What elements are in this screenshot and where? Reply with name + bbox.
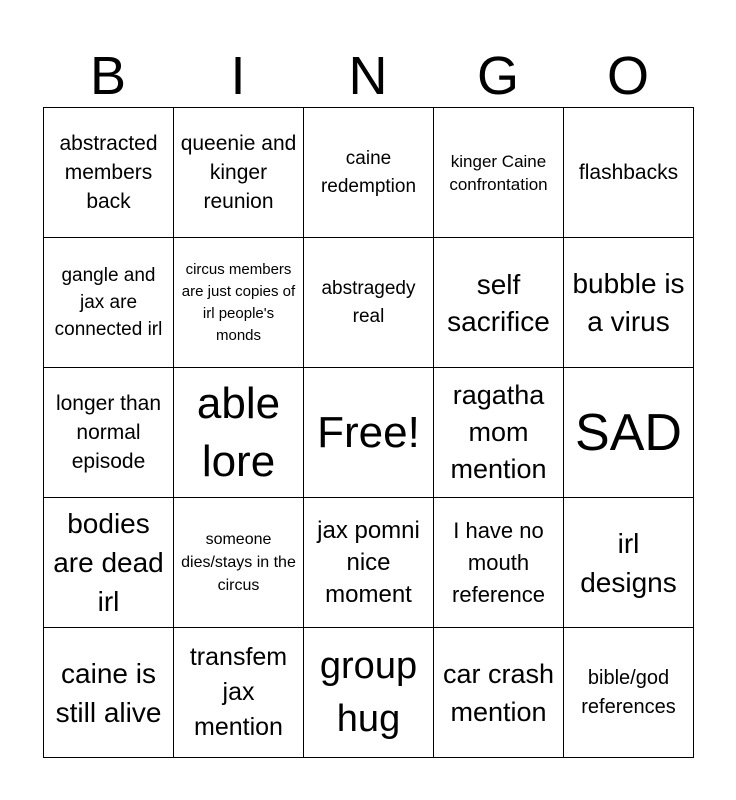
bingo-cell[interactable] xyxy=(564,368,694,498)
cell-text: longer than normal episode xyxy=(55,392,162,473)
cell-text: queenie and kinger reunion xyxy=(180,132,297,213)
cell-text: bodies are dead irl xyxy=(53,508,164,617)
cell-text: bible/god references xyxy=(581,666,676,718)
header-letter-i: I xyxy=(230,46,246,106)
bingo-cell[interactable] xyxy=(564,628,694,758)
cell-text: gangle and jax are connected irl xyxy=(54,265,163,340)
cell-text: circus members are just copies of irl people's monds xyxy=(181,260,296,344)
bingo-cell[interactable] xyxy=(44,108,174,238)
bingo-cell[interactable] xyxy=(304,498,434,628)
cell-text: self sacrifice xyxy=(447,268,550,337)
cell-text: Free! xyxy=(317,407,420,457)
cell-text: caine redemption xyxy=(320,147,417,197)
bingo-cell[interactable] xyxy=(174,628,304,758)
cell-text: transfem jax mention xyxy=(189,643,288,741)
bingo-cell[interactable] xyxy=(44,238,174,368)
bingo-cell[interactable] xyxy=(174,498,304,628)
bingo-cell[interactable] xyxy=(174,108,304,238)
bingo-cell[interactable] xyxy=(434,368,564,498)
bingo-cell[interactable] xyxy=(44,628,174,758)
bingo-cell[interactable] xyxy=(564,238,694,368)
bingo-cell[interactable] xyxy=(44,368,174,498)
bingo-cell[interactable] xyxy=(564,498,694,628)
bingo-cell[interactable] xyxy=(304,108,434,238)
cell-text: someone dies/stays in the circus xyxy=(181,531,296,594)
cell-text: irl designs xyxy=(580,527,677,598)
cell-text: I have no mouth reference xyxy=(452,517,545,607)
bingo-cell[interactable] xyxy=(44,498,174,628)
bingo-cell[interactable] xyxy=(434,238,564,368)
bingo-cell[interactable] xyxy=(304,238,434,368)
cell-text: ragatha mom mention xyxy=(450,380,547,484)
cell-text: car crash mention xyxy=(442,658,555,727)
bingo-header xyxy=(43,45,693,107)
bingo-cell[interactable] xyxy=(434,628,564,758)
header-letter-g: G xyxy=(476,46,519,106)
bingo-grid xyxy=(43,107,694,758)
header-letter-n: N xyxy=(348,46,388,106)
cell-text: kinger Caine confrontation xyxy=(449,151,548,194)
cell-text: group hug xyxy=(319,644,418,740)
cell-text: able lore xyxy=(196,378,281,486)
cell-text: flashbacks xyxy=(578,161,679,184)
cell-text: bubble is a virus xyxy=(572,267,685,337)
bingo-cell[interactable] xyxy=(564,108,694,238)
cell-text: SAD xyxy=(575,403,682,462)
bingo-cell[interactable] xyxy=(434,498,564,628)
header-letter-o: O xyxy=(606,46,649,106)
cell-text: abstracted members back xyxy=(59,132,158,213)
cell-text: abstragedy real xyxy=(321,277,416,327)
bingo-cell[interactable] xyxy=(304,368,434,498)
cell-text: jax pomni nice moment xyxy=(317,516,420,608)
header-letter-b: B xyxy=(89,46,127,106)
bingo-cell[interactable] xyxy=(434,108,564,238)
cell-text: caine is still alive xyxy=(55,657,162,728)
bingo-cell[interactable] xyxy=(174,368,304,498)
bingo-cell[interactable] xyxy=(174,238,304,368)
bingo-cell[interactable] xyxy=(304,628,434,758)
